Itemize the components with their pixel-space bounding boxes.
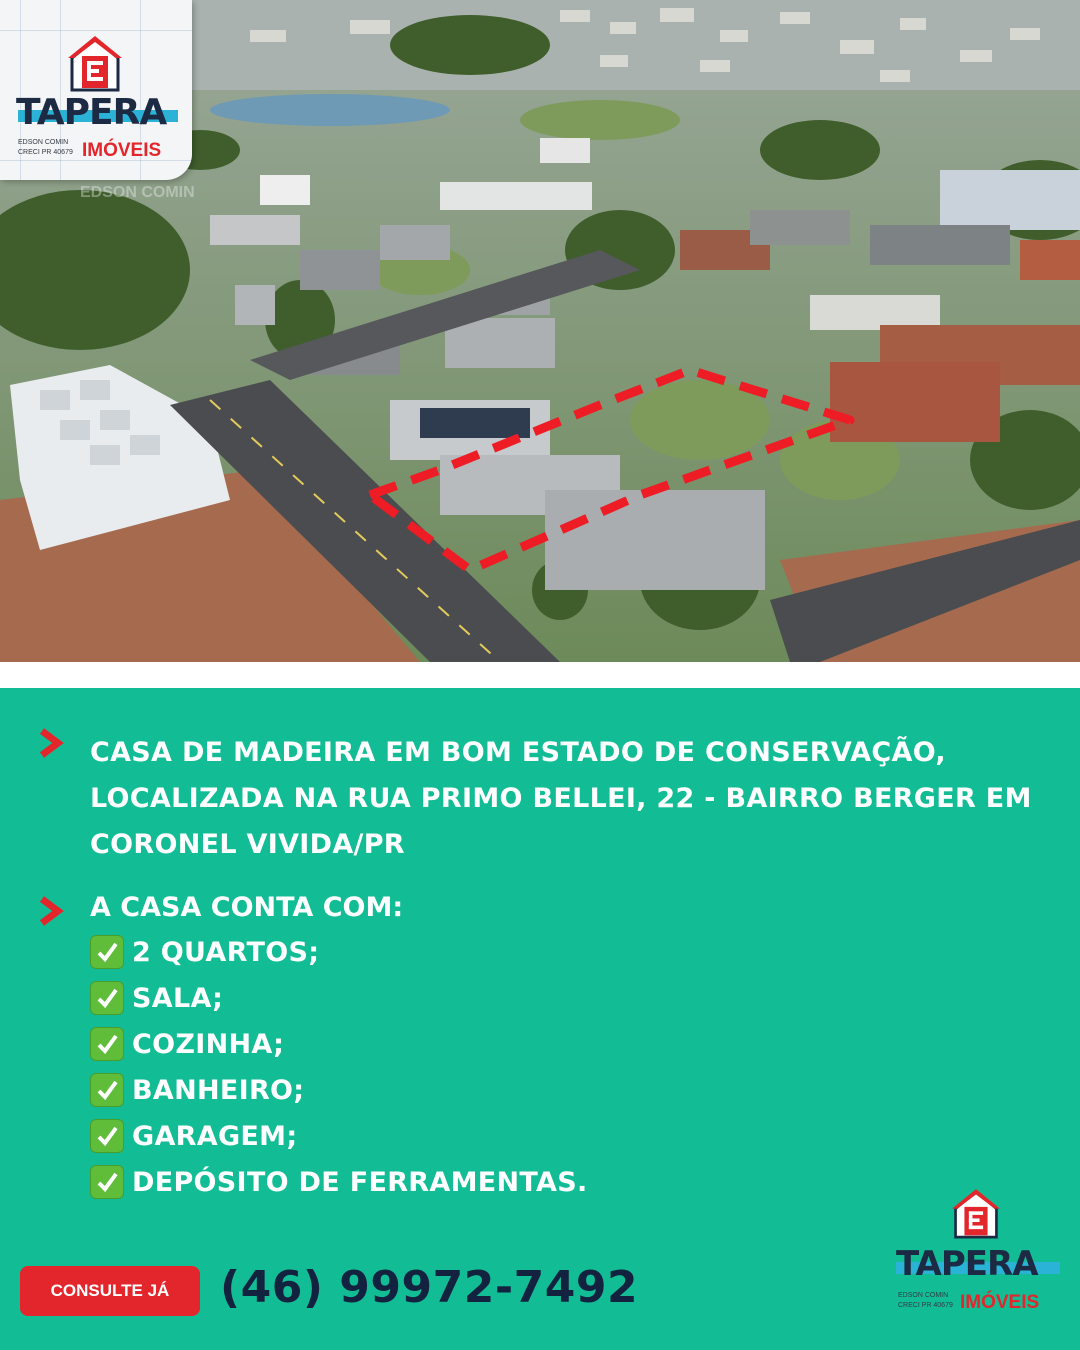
chevron-right-icon [36,896,66,930]
features-title: A CASA CONTA COM: [90,892,404,923]
features-list [90,929,588,1205]
feature-item [90,1067,588,1113]
check-mark-icon [90,1165,124,1199]
owner-name: EDSON COMIN [898,1292,949,1299]
phone-number[interactable]: (46) 99972-7492 [220,1262,639,1313]
brand-subtitle: IMÓVEIS [960,1292,1040,1313]
white-separator [0,662,1080,688]
property-description: CASA DE MADEIRA EM BOM ESTADO DE CONSERVAÇÃO, LOCALIZADA NA RUA PRIMO BELLEI, 22 - BAIRRO BERGER EM CORONEL VIVIDA/PR [90,737,1032,860]
feature-item [90,1021,588,1067]
owner-name: EDSON COMIN [18,139,69,146]
brand-name: TAPERA [896,1244,1038,1284]
brand-name: TAPERA [16,92,167,133]
chevron-right-icon [36,728,66,762]
check-mark-icon [90,1073,124,1107]
check-mark-icon [90,1119,124,1153]
brand-logo-card [0,0,192,180]
feature-label: BANHEIRO; [132,1074,305,1106]
house-logo-icon [68,36,122,92]
feature-item [90,1159,588,1205]
feature-label: COZINHA; [132,1028,285,1060]
check-mark-icon [90,981,124,1015]
consulte-ja-button[interactable]: CONSULTE JÁ [20,1266,200,1316]
check-mark-icon [90,935,124,969]
feature-label: DEPÓSITO DE FERRAMENTAS. [132,1166,588,1198]
feature-item [90,1113,588,1159]
brand-logo-bottom [890,1188,1070,1323]
owner-creci: CRECI PR 40679 [898,1302,953,1309]
feature-item [90,975,588,1021]
feature-item [90,929,588,975]
check-mark-icon [90,1027,124,1061]
owner-creci: CRECI PR 40679 [18,149,73,156]
feature-label: GARAGEM; [132,1120,298,1152]
house-logo-icon [952,1188,1000,1244]
feature-label: SALA; [132,982,224,1014]
brand-subtitle: IMÓVEIS [82,140,162,161]
feature-label: 2 QUARTOS; [132,936,320,968]
svg-text:EDSON COMIN: EDSON COMIN [80,184,195,201]
